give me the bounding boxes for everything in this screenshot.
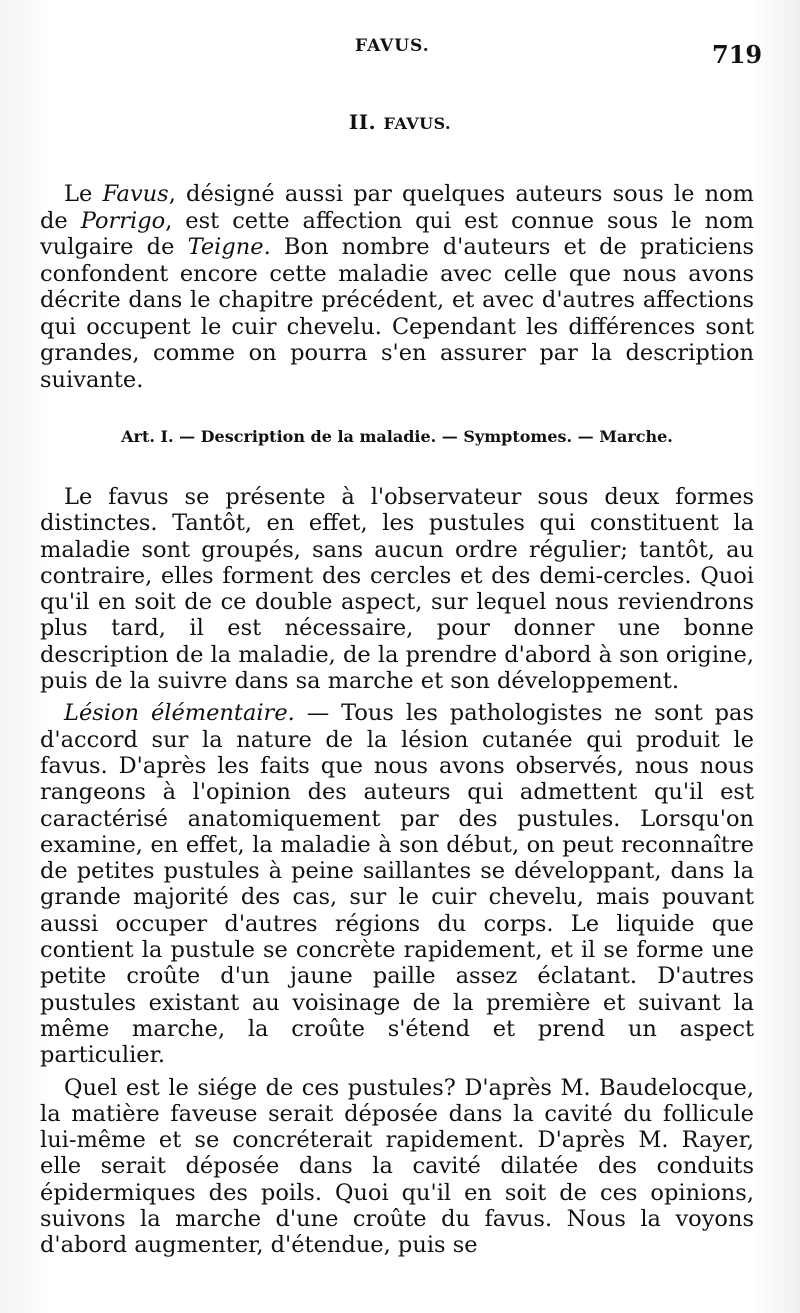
running-head [0, 36, 800, 69]
running-title: FAVUS. [355, 36, 430, 56]
page-number: 719 [712, 40, 763, 69]
intro-section [40, 181, 754, 393]
article-heading: Art. I. — Description de la maladie. — Symptomes. — Marche. [121, 427, 673, 446]
paragraph-forms: Le favus se présente à l'observateur sous deux formes distinctes. Tantôt, en effet, les pustules qui constituent la maladie sont groupés, sans aucun ordre régulier; tantôt, au contraire, elles forment des cercles et des demi-cercles. Quoi qu'il en soit de ce double aspect, sur lequel nous reviendrons plus tard, il est nécessaire, pour donner une bonne description de la maladie, de la prendre d'abord à son origine, puis de la suivre dans sa marche et son développement. [40, 484, 754, 695]
chapter-heading [0, 110, 800, 134]
paragraph-lesion-text: — Tous les pathologistes ne sont pas d'accord sur la nature de la lésion cutanée qui produit le favus. D'après les faits que nous avons observés, nous nous rangeons à l'opinion des auteurs qui admettent qu'il est caractérisé anatomiquement par des pustules. Lorsqu'on examine, en effet, la maladie à son début, on peut reconnaître de petites pustules à peine saillantes se développant, dans la grande majorité des cas, sur le cuir chevelu, mais pouvant aussi occuper d'autres régions du corps. Le liquide que contient la pustule se concrète rapidement, et il se forme une petite croûte d'un jaune paille assez éclatant. D'autres pustules existant au voisinage de la première et suivant la même marche, la croûte s'étend et prend un aspect particulier. [40, 700, 754, 1069]
term-favus: Favus [102, 181, 169, 207]
intro-paragraph [40, 181, 754, 393]
paragraph-lesion [40, 700, 754, 1068]
chapter-number: II. [348, 110, 377, 134]
main-section [40, 484, 754, 1259]
subheading-lesion: Lésion élémentaire. [64, 700, 295, 727]
chapter-title: FAVUS. [383, 114, 452, 133]
intro-text-c: , est cette affection qui est connue sous le nom vulgaire de [40, 207, 754, 260]
intro-text-b: , désigné aussi par quelques auteurs sous le nom de [40, 181, 754, 234]
intro-text-a: Le [64, 181, 103, 207]
intro-text-d: . Bon nombre d'auteurs et de praticiens confondent encore cette maladie avec celle que nous avons décrite dans le chapitre précédent, et avec d'autres affections qui occupent le cuir chevelu. Cependant les différences sont grandes, comme on pourra s'en assurer par la description suivante. [40, 234, 754, 393]
term-teigne: Teigne [187, 234, 264, 260]
paragraph-siege: Quel est le siége de ces pustules? D'après M. Baudelocque, la matière faveuse serait déposée dans la cavité du follicule lui-même et se concréterait rapidement. D'après M. Rayer, elle serait déposée dans la cavité dilatée des conduits épidermiques des poils. Quoi qu'il en soit de ces opinions, suivons la marche d'une croûte du favus. Nous la voyons d'abord augmenter, d'étendue, puis se [40, 1074, 754, 1259]
term-porrigo: Porrigo [80, 207, 166, 234]
